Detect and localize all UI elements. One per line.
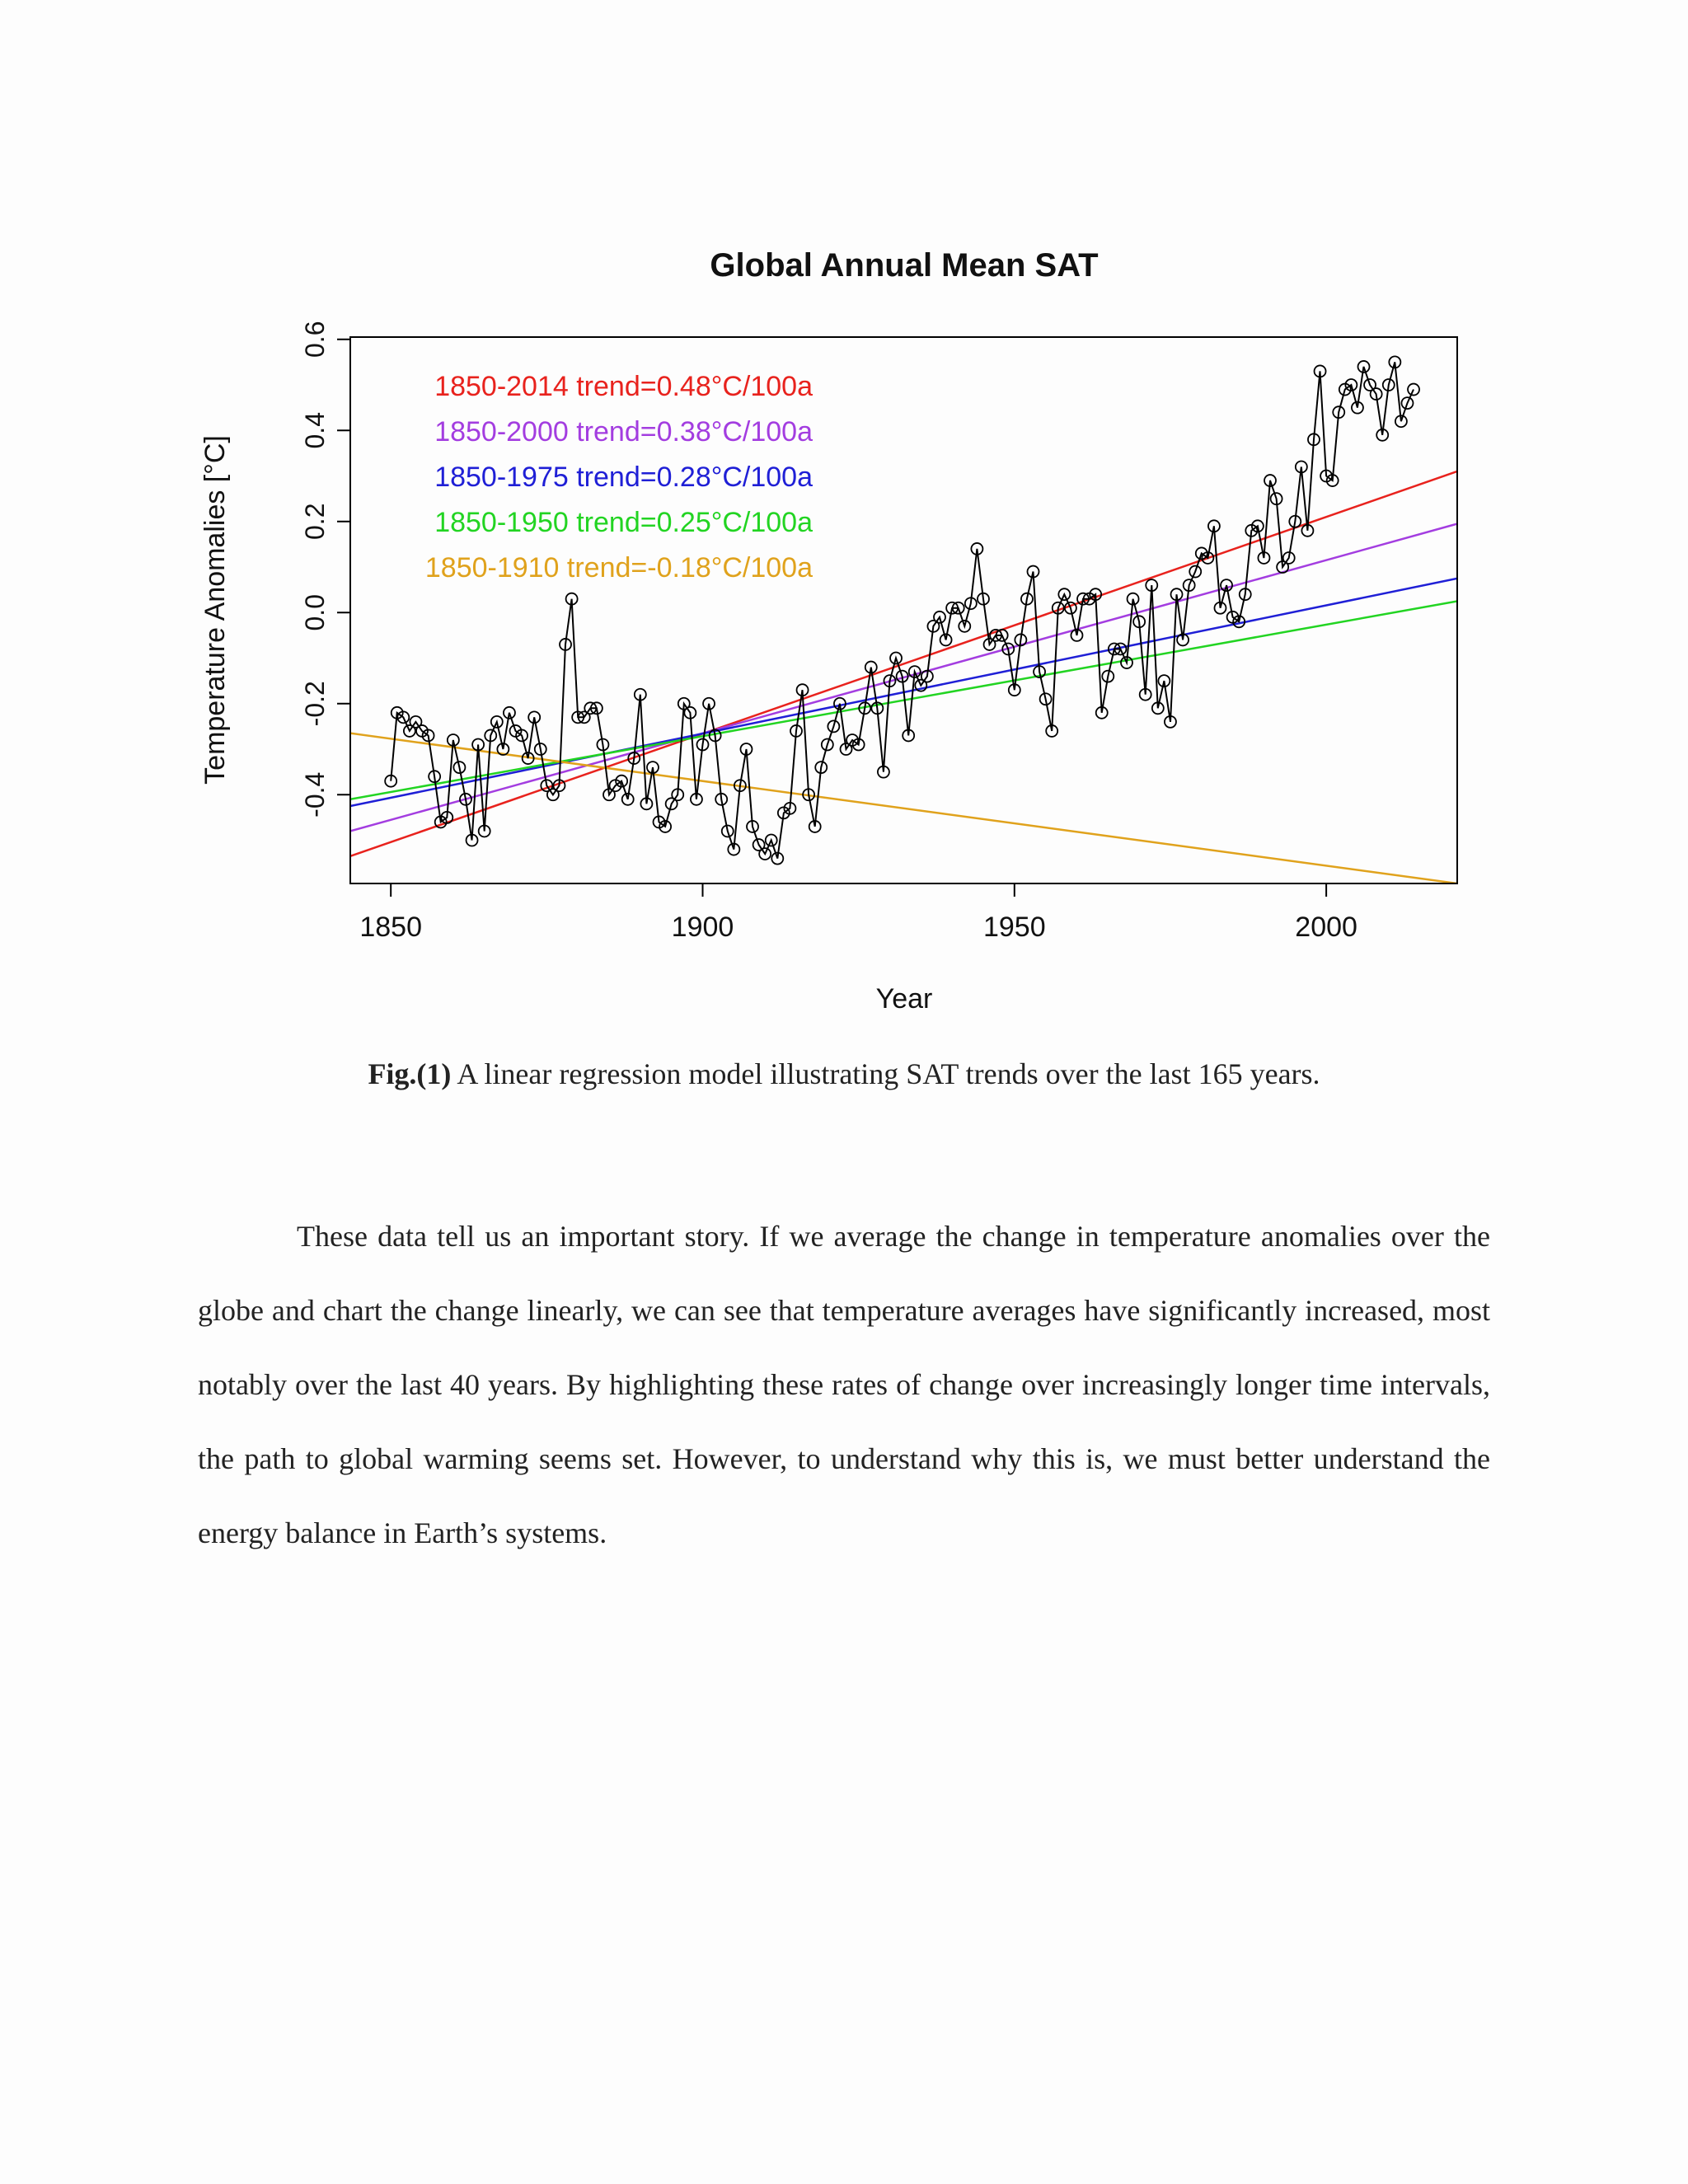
body-paragraph: These data tell us an important story. If we average the change in temperature anomalies over the globe and chart the change linearly, we can see that temperature averages have significantly increased, most notably over the last 40 years. By highlighting these rates of change over increasingly longer time intervals, the path to global warming seems set. However, to understand why this is, we must better understand the energy balance in Earth’s systems. [198,1220,1490,1549]
y-tick-label-0.6: 0.6 [300,321,330,359]
figure-label: Fig.(1) [368,1057,452,1090]
figure-caption-text: A linear regression model illustrating SAT trends over the last 165 years. [451,1057,1320,1090]
legend-entry-4: 1850-1910 trend=-0.18°C/100a [424,552,813,583]
x-tick-label-1950: 1950 [982,912,1046,943]
x-tick-label-1850: 1850 [359,912,423,943]
y-tick-label-0.0: 0.0 [300,594,330,631]
y-tick-label--0.2: -0.2 [300,681,330,727]
legend-entry-1: 1850-2000 trend=0.38°C/100a [434,416,813,448]
legend [425,371,813,583]
y-axis-label: Temperature Anomalies [°C] [199,435,231,785]
legend-entry-3: 1850-1950 trend=0.25°C/100a [434,507,813,538]
trend-line-1850-1950 [350,601,1457,799]
figure-caption [198,1057,1490,1091]
legend-entry-2: 1850-1975 trend=0.28°C/100a [434,462,813,493]
legend-entry-0: 1850-2014 trend=0.48°C/100a [434,371,813,402]
sat-chart [198,239,1484,1030]
y-tick-label--0.4: -0.4 [300,771,330,818]
y-tick-label-0.4: 0.4 [300,412,330,449]
x-axis-label: Year [875,983,933,1015]
x-tick-label-2000: 2000 [1295,912,1357,943]
chart-title: Global Annual Mean SAT [710,247,1099,284]
y-tick-label-0.2: 0.2 [300,503,330,541]
x-tick-label-1900: 1900 [671,912,734,943]
trend-line-1850-1910 [350,733,1457,883]
